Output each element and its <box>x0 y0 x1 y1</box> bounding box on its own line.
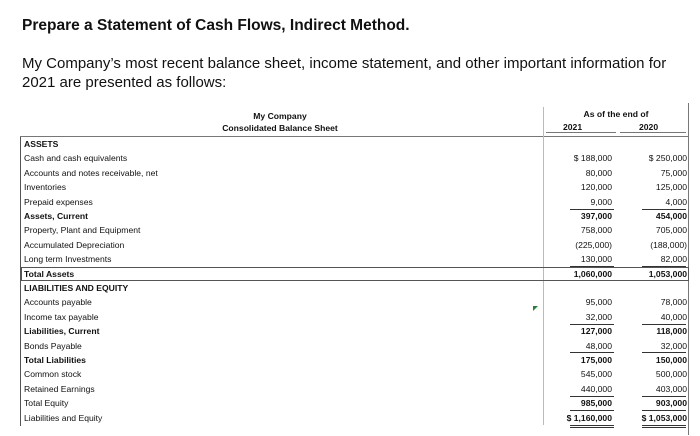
value-2021: 48,000 <box>585 340 612 351</box>
total-double-rule <box>642 425 686 426</box>
row-label: Liabilities, Current <box>24 326 100 337</box>
value-2021: 9,000 <box>590 196 612 207</box>
value-2020: 82,000 <box>660 254 687 265</box>
value-2021: 985,000 <box>580 398 612 409</box>
table-row <box>21 151 689 165</box>
table-row <box>21 166 689 180</box>
value-2021: 545,000 <box>580 369 612 380</box>
company-name: My Company <box>253 111 307 121</box>
value-2020: 118,000 <box>656 326 687 337</box>
value-2020: 903,000 <box>655 398 687 409</box>
year-underline <box>546 132 616 133</box>
value-2021: 32,000 <box>585 311 612 322</box>
value-2020: 40,000 <box>660 311 687 322</box>
row-label: LIABILITIES AND EQUITY <box>24 283 129 293</box>
value-2021: 80,000 <box>585 167 612 178</box>
balance-sheet-table <box>20 103 692 436</box>
row-label: Assets, Current <box>24 211 88 221</box>
table-row <box>21 137 689 151</box>
row-label: Total Liabilities <box>24 355 86 365</box>
year-2021-header: 2021 <box>563 122 583 132</box>
value-2020: 125,000 <box>655 182 687 193</box>
table-row <box>21 411 689 425</box>
table-row <box>21 353 689 367</box>
value-2021: 175,000 <box>580 355 612 365</box>
value-2020: $ 1,053,000 <box>641 412 687 423</box>
row-label: Accounts and notes receivable, net <box>24 167 158 178</box>
table-row <box>21 209 689 223</box>
row-label: Cash and cash equivalents <box>24 153 128 164</box>
heading: Prepare a Statement of Cash Flows, Indirect Method. <box>22 17 410 34</box>
row-label: Total Assets <box>24 268 75 279</box>
value-2021: 130,000 <box>580 254 612 265</box>
row-label: Retained Earnings <box>24 383 95 394</box>
row-label: Common stock <box>24 369 82 380</box>
table-row <box>21 195 689 209</box>
value-2021: $ 1,160,000 <box>566 412 612 423</box>
value-2020: 4,000 <box>665 196 687 207</box>
table-row <box>21 339 689 353</box>
value-2021: 758,000 <box>580 225 612 236</box>
row-label: Liabilities and Equity <box>24 412 103 423</box>
table-row <box>21 281 689 295</box>
table-row <box>21 238 689 252</box>
value-2020: 705,000 <box>655 225 687 236</box>
row-label: Bonds Payable <box>24 340 82 351</box>
value-2020: $ 250,000 <box>648 153 687 164</box>
row-label: Accounts payable <box>24 297 92 308</box>
row-label: Inventories <box>24 182 67 193</box>
row-label: Income tax payable <box>24 311 99 322</box>
row-label: Total Equity <box>24 398 69 409</box>
row-label: Prepaid expenses <box>24 196 93 207</box>
value-2021: 95,000 <box>585 297 612 308</box>
cell-comment-marker <box>533 306 538 311</box>
value-2021: 127,000 <box>580 326 612 337</box>
value-2020: 1,053,000 <box>648 268 687 279</box>
period-header: As of the end of <box>583 109 649 119</box>
value-2020: 78,000 <box>660 297 687 308</box>
value-2021: 397,000 <box>580 211 612 221</box>
value-2021: 1,060,000 <box>573 268 612 279</box>
table-row <box>21 252 689 266</box>
table-row <box>21 267 689 281</box>
table-row <box>21 180 689 194</box>
value-2020: (188,000) <box>650 239 687 250</box>
table-row <box>21 223 689 237</box>
table-row <box>21 310 689 324</box>
value-2021: (225,000) <box>575 239 612 250</box>
intro-paragraph: My Company’s most recent balance sheet, income statement, and other important information for 2021 are presented as follows: <box>22 55 667 91</box>
table-row <box>21 382 689 396</box>
value-2021: 440,000 <box>580 383 612 394</box>
total-double-rule <box>642 427 686 428</box>
table-row <box>21 295 689 309</box>
row-label: Long term Investments <box>24 254 112 265</box>
total-double-rule <box>570 425 614 426</box>
value-2021: $ 188,000 <box>573 153 612 164</box>
table-row <box>21 396 689 410</box>
row-label: Property, Plant and Equipment <box>24 225 141 236</box>
row-label: Accumulated Depreciation <box>24 239 125 250</box>
value-2021: 120,000 <box>580 182 612 193</box>
year-2020-header: 2020 <box>639 122 659 132</box>
value-2020: 454,000 <box>655 211 687 221</box>
value-2020: 32,000 <box>660 340 687 351</box>
value-2020: 500,000 <box>655 369 687 380</box>
table-row <box>21 367 689 381</box>
row-label: ASSETS <box>24 139 59 149</box>
table-row <box>21 324 689 338</box>
total-double-rule <box>570 427 614 428</box>
value-2020: 150,000 <box>655 355 687 365</box>
year-underline <box>620 132 686 133</box>
value-2020: 403,000 <box>655 383 687 394</box>
sheet-title: Consolidated Balance Sheet <box>222 123 338 133</box>
value-2020: 75,000 <box>660 167 687 178</box>
